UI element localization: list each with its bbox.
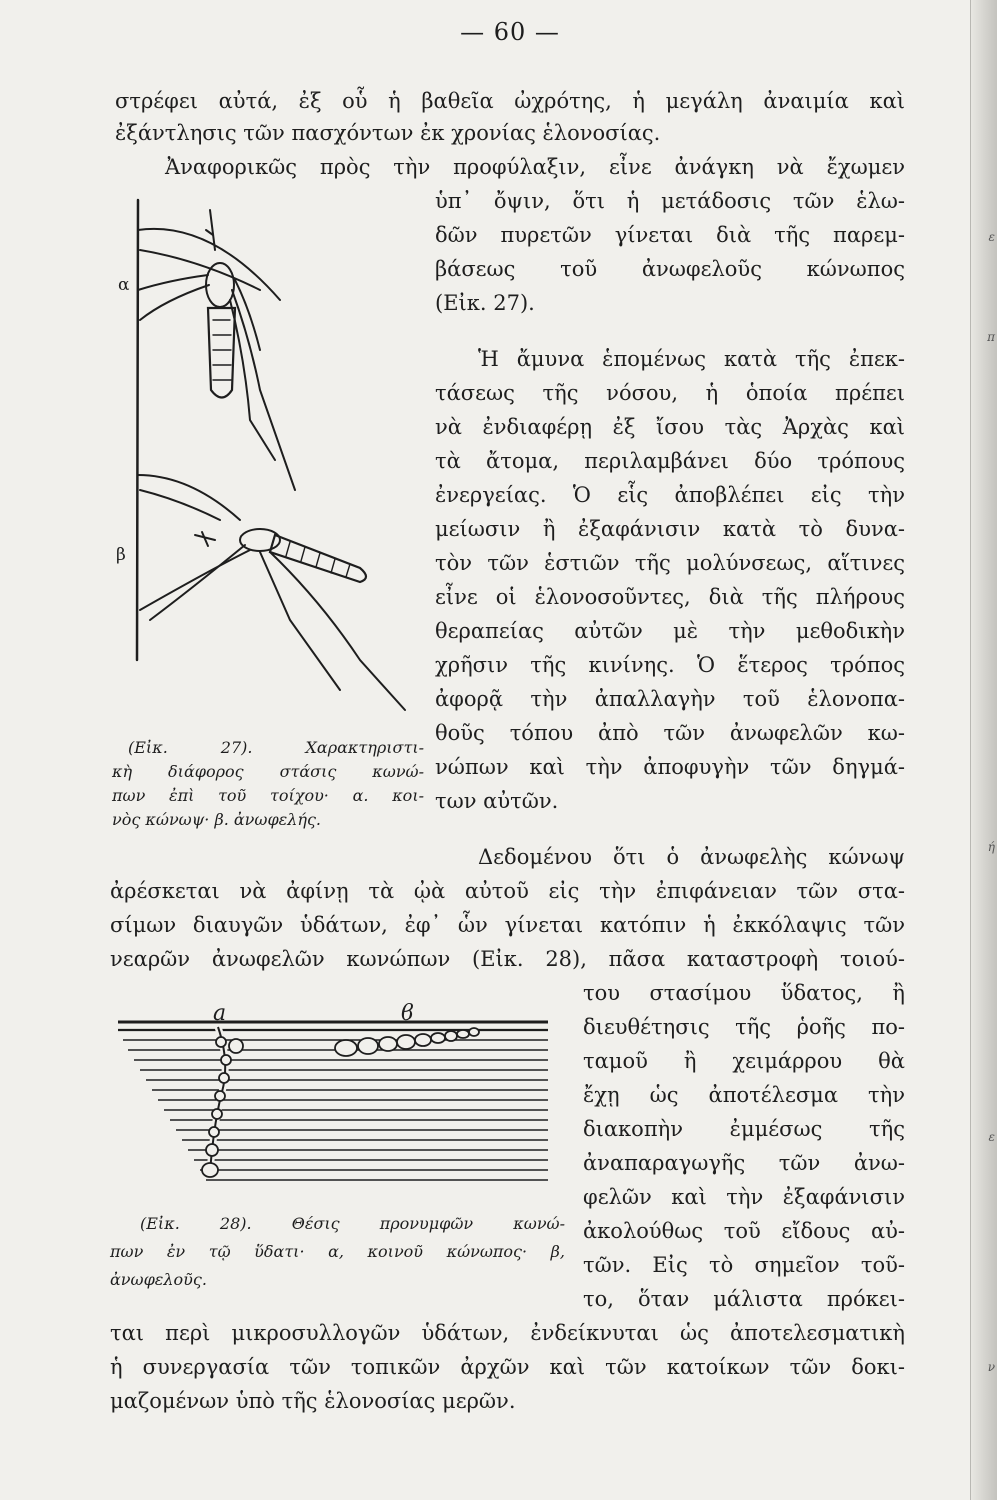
body-line: ἐνεργείας. Ὁ εἷς ἀποβλέπει εἰς τὴν — [435, 483, 905, 507]
edge-fragment: π — [987, 330, 995, 344]
body-line: Δεδομένου ὅτι ὁ ἀνωφελὴς κώνωψ — [478, 845, 905, 869]
edge-fragment: ή — [987, 840, 995, 854]
body-line: τὰ ἄτομα, περιλαμβάνει δύο τρόπους — [435, 449, 905, 473]
body-line: του στασίμου ὕδατος, ἢ — [583, 981, 905, 1005]
figure-27-caption-line: πων ἐπὶ τοῦ τοίχου· α. κοι- — [112, 786, 424, 805]
body-line: ται περὶ μικροσυλλογῶν ὑδάτων, ἐνδείκνυται ὡς ἀποτελεσματικὴ — [110, 1321, 905, 1345]
body-line: χρῆσιν τῆς κινίνης. Ὁ ἕτερος τρόπος — [435, 653, 905, 677]
body-line: εἶνε οἱ ἑλονοσοῦντες, διὰ τῆς πλήρους — [435, 585, 905, 609]
body-line: το, ὅταν μάλιστα πρόκει- — [583, 1287, 905, 1311]
body-line: διακοπὴν ἐμμέσως τῆς — [583, 1117, 905, 1141]
body-line: ἀναπαραγωγῆς τῶν ἀνω- — [583, 1151, 905, 1175]
body-line: (Εἰκ. 27). — [435, 291, 535, 315]
figure-28-caption-line: πων ἐν τῷ ὕδατι· α, κοινοῦ κώνωπος· β, — [110, 1242, 565, 1261]
body-line: μείωσιν ἢ ἐξαφάνισιν κατὰ τὸ δυνα- — [435, 517, 905, 541]
figure-27-caption-line: κὴ διάφορος στάσις κωνώ- — [112, 762, 424, 781]
figure-27-label-b: β — [116, 545, 126, 565]
body-line: διευθέτησις τῆς ῥοῆς πο- — [583, 1015, 905, 1039]
edge-fragment: ν — [987, 1360, 995, 1374]
body-line: ἀκολούθως τοῦ εἴδους αὐ- — [583, 1219, 905, 1243]
body-line: σίμων διαυγῶν ὑδάτων, ἐφ᾽ ὧν γίνεται κατόπιν ἡ ἐκκόλαψις τῶν — [110, 913, 905, 937]
body-line: νώπων καὶ τὴν ἀποφυγὴν τῶν δηγμά- — [435, 755, 905, 779]
body-line: θεραπείας αὐτῶν μὲ τὴν μεθοδικὴν — [435, 619, 905, 643]
figure-27 — [110, 190, 420, 724]
figure-27-caption-line: (Εἰκ. 27). Χαρακτηριστι- — [128, 738, 424, 757]
figure-27-label-a: α — [118, 275, 130, 295]
figure-28 — [118, 992, 558, 1206]
body-line: στρέφει αὐτά, ἐξ οὗ ἡ βαθεῖα ὠχρότης, ἡ μεγάλη ἀναιμία καὶ — [115, 89, 905, 113]
figure-28-caption-line: (Εἰκ. 28). Θέσις προνυμφῶν κωνώ- — [140, 1214, 565, 1233]
body-line: νεαρῶν ἀνωφελῶν κωνώπων (Εἰκ. 28), πᾶσα καταστροφὴ τοιού- — [110, 947, 905, 971]
body-line: ἔχῃ ὡς ἀποτέλεσμα τὴν — [583, 1083, 905, 1107]
body-line: τάσεως τῆς νόσου, ἡ ὁποία πρέπει — [435, 381, 905, 405]
mosquito-resting-illustration — [110, 190, 420, 720]
figure-27-caption-line: νὸς κώνωψ· β. ἀνωφελής. — [112, 810, 321, 829]
figure-28-caption-line: ἀνωφελοῦς. — [110, 1270, 207, 1289]
edge-fragment: ε — [988, 1130, 995, 1144]
body-line: ταμοῦ ἢ χειμάρρου θὰ — [583, 1049, 905, 1073]
body-line: ἀφορᾷ τὴν ἀπαλλαγὴν τοῦ ἑλονοπα- — [435, 687, 905, 711]
body-line: Ἀναφορικῶς πρὸς τὴν προφύλαξιν, εἶνε ἀνάγκη νὰ ἔχωμεν — [165, 155, 905, 179]
body-line: φελῶν καὶ τὴν ἐξαφάνισιν — [583, 1185, 905, 1209]
page-number: — 60 — — [460, 18, 560, 46]
body-line: ἡ συνεργασία τῶν τοπικῶν ἀρχῶν καὶ τῶν κατοίκων τῶν δοκι- — [110, 1355, 905, 1379]
page-edge — [970, 0, 997, 1500]
body-line: βάσεως τοῦ ἀνωφελοῦς κώνωπος — [435, 257, 905, 281]
larvae-water-illustration — [118, 992, 558, 1202]
body-line: ἀρέσκεται νὰ ἀφίνῃ τὰ ᾠὰ αὐτοῦ εἰς τὴν ἐπιφάνειαν τῶν στα- — [110, 879, 905, 903]
body-line: δῶν πυρετῶν γίνεται διὰ τῆς παρεμ- — [435, 223, 905, 247]
edge-fragment: ε — [988, 230, 995, 244]
body-line: μαζομένων ὑπὸ τῆς ἑλονοσίας μερῶν. — [110, 1389, 516, 1413]
body-line: τὸν τῶν ἑστιῶν τῆς μολύνσεως, αἵτινες — [435, 551, 905, 575]
body-line: νὰ ἐνδιαφέρῃ ἐξ ἴσου τὰς Ἀρχὰς καὶ — [435, 415, 905, 439]
body-line: ἐξάντλησις τῶν πασχόντων ἐκ χρονίας ἑλονοσίας. — [115, 121, 661, 145]
figure-28-label-b: ϐ — [401, 1001, 414, 1026]
body-line: των αὐτῶν. — [435, 789, 559, 813]
body-line: τῶν. Εἰς τὸ σημεῖον τοῦ- — [583, 1253, 905, 1277]
body-line: Ἡ ἄμυνα ἑπομένως κατὰ τῆς ἐπεκ- — [478, 347, 905, 371]
figure-28-label-a: a — [213, 1001, 227, 1026]
body-line: ὑπ᾽ ὄψιν, ὅτι ἡ μετάδοσις τῶν ἑλω- — [435, 189, 905, 213]
body-line: θοῦς τόπου ἀπὸ τῶν ἀνωφελῶν κω- — [435, 721, 905, 745]
